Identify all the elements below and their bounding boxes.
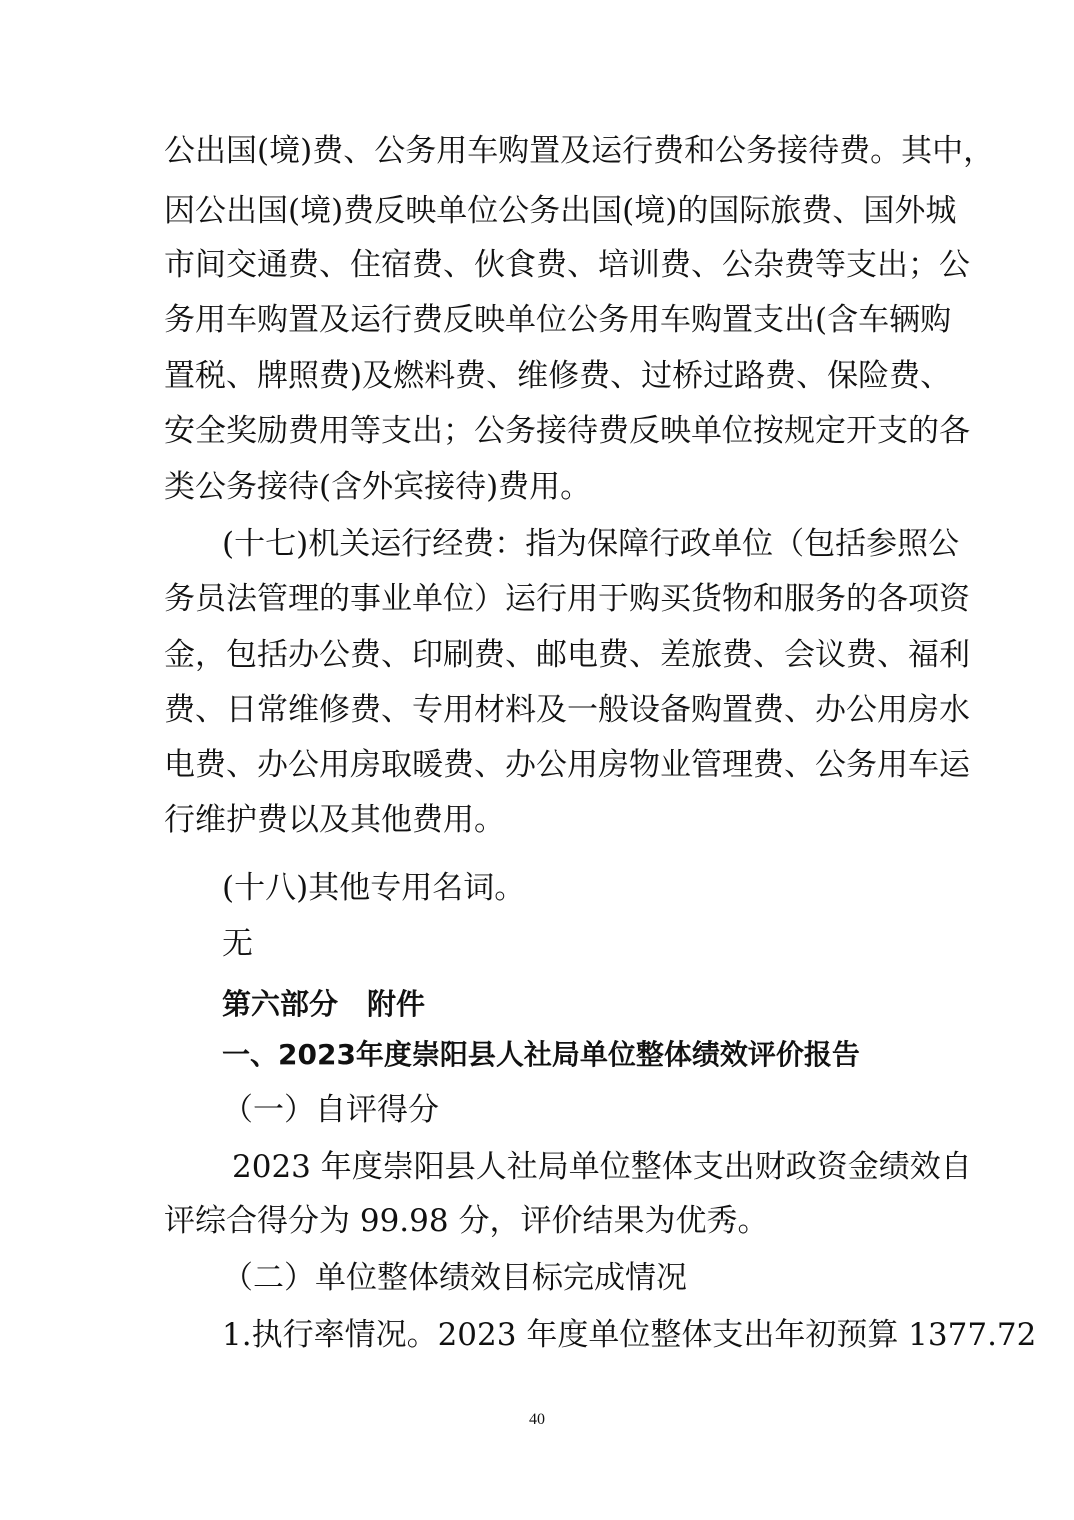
body-line-3: 市间交通费、住宿费、伙食费、培训费、公杂费等支出；公 bbox=[164, 247, 970, 283]
body-line-6: 安全奖励费用等支出；公务接待费反映单位按规定开支的各 bbox=[164, 413, 970, 449]
body-line-7: 类公务接待(含外宾接待)费用。 bbox=[164, 469, 592, 505]
body-line-10: 金，包括办公费、印刷费、邮电费、差旅费、会议费、福利 bbox=[164, 637, 970, 673]
body-line-execution: 1.执行率情况。2023 年度单位整体支出年初预算 1377.72 bbox=[222, 1317, 1037, 1353]
page-number: 40 bbox=[529, 1411, 545, 1428]
body-line-12: 电费、办公用房取暖费、办公用房物业管理费、公务用车运 bbox=[164, 747, 970, 783]
body-line-score-1: 2023 年度崇阳县人社局单位整体支出财政资金绩效自 bbox=[232, 1149, 972, 1185]
subheading-goals: （二）单位整体绩效目标完成情况 bbox=[222, 1260, 687, 1296]
body-line-9: 务员法管理的事业单位）运行用于购买货物和服务的各项资 bbox=[164, 581, 970, 617]
body-line-4: 务用车购置及运行费反映单位公务用车购置支出(含车辆购 bbox=[164, 302, 952, 338]
body-line-13: 行维护费以及其他费用。 bbox=[164, 802, 505, 838]
subsection-18: (十八)其他专用名词。 bbox=[222, 870, 526, 906]
body-line-8: (十七)机关运行经费：指为保障行政单位（包括参照公 bbox=[222, 526, 960, 562]
section-heading-part6: 第六部分 附件 bbox=[222, 987, 426, 1021]
body-line-1: 公出国(境)费、公务用车购置及运行费和公务接待费。其中， bbox=[164, 133, 995, 169]
body-line-11: 费、日常维修费、专用材料及一般设备购置费、办公用房水 bbox=[164, 692, 970, 728]
body-line-2: 因公出国(境)费反映单位公务出国(境)的国际旅费、国外城 bbox=[164, 193, 957, 229]
subheading-self-score: （一）自评得分 bbox=[222, 1092, 439, 1128]
report-title: 一、2023年度崇阳县人社局单位整体绩效评价报告 bbox=[222, 1038, 860, 1071]
body-line-5: 置税、牌照费)及燃料费、维修费、过桥过路费、保险费、 bbox=[164, 358, 952, 394]
none-text: 无 bbox=[222, 926, 253, 962]
body-line-score-2: 评综合得分为 99.98 分，评价结果为优秀。 bbox=[164, 1203, 769, 1239]
